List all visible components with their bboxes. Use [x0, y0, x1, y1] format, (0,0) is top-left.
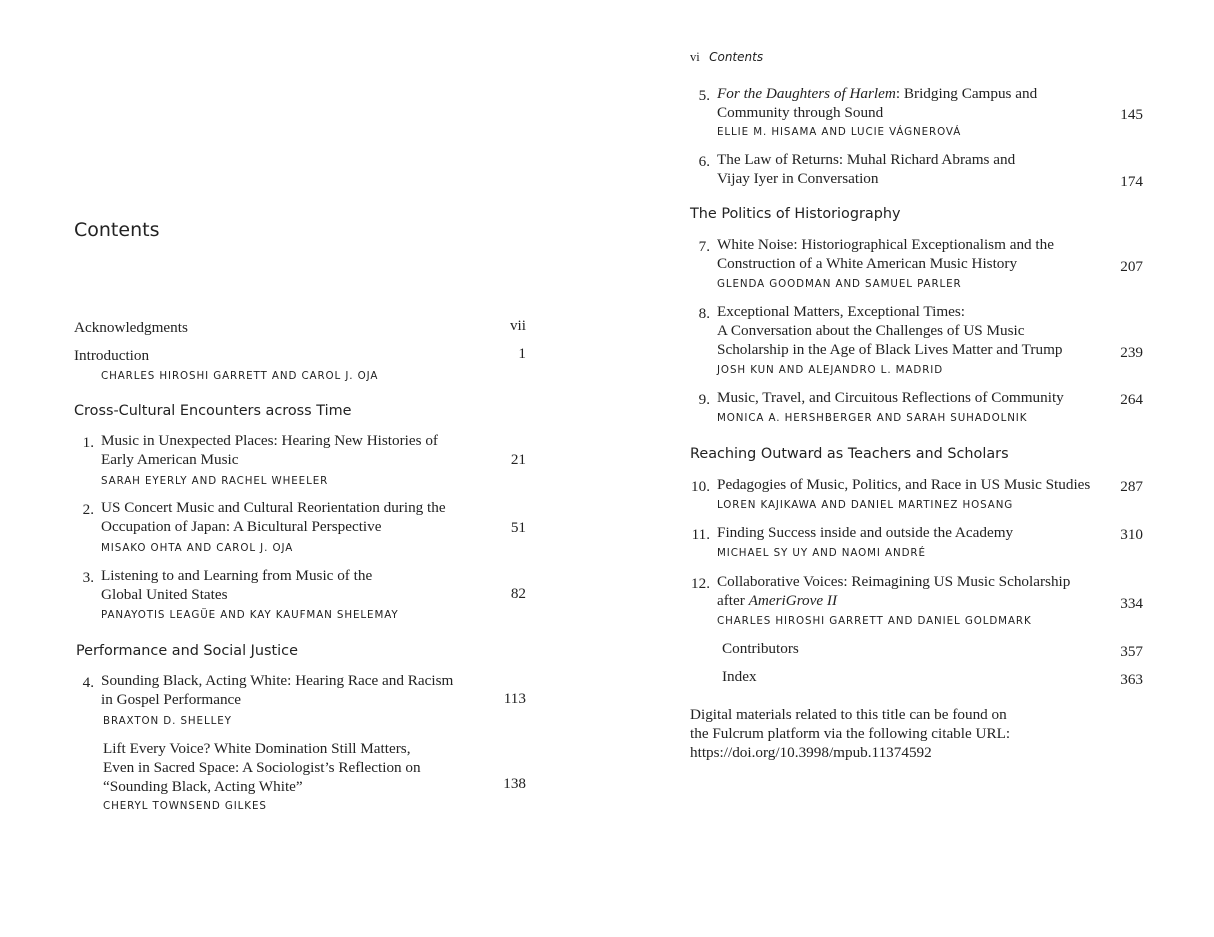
chapter-number: 10.: [691, 478, 710, 495]
chapter-title: Music in Unexpected Places: Hearing New Histories of Early American Music: [101, 432, 438, 468]
chapter-title: The Law of Returns: Muhal Richard Abrams and Vijay Iyer in Conversation: [717, 151, 1016, 187]
digital-materials-note: Digital materials related to this title can be found on the Fulcrum platform via the following citable URL: https://doi.org/10.3998/mpub.11374592: [690, 706, 1011, 761]
authors: CHERYL TOWNSEND GILKES: [103, 800, 267, 812]
section-heading: The Politics of Historiography: [690, 206, 901, 222]
page-number: 310: [1120, 526, 1143, 543]
chapter-title: Finding Success inside and outside the Academy: [717, 524, 1014, 541]
chapter-title: Sounding Black, Acting White: Hearing Race and Racism in Gospel Performance: [101, 672, 454, 708]
chapter-number: 6.: [698, 153, 710, 170]
section-heading: Performance and Social Justice: [76, 643, 298, 659]
authors: PANAYOTIS LEAGÜE AND KAY KAUFMAN SHELEMAY: [101, 609, 399, 621]
page-number: 51: [510, 519, 526, 536]
page-number: 287: [1120, 478, 1143, 495]
right-page: [607, 0, 1214, 937]
chapter-title: For the Daughters of Harlem: Bridging Campus and Community through Sound: [717, 85, 1038, 121]
response-title: Lift Every Voice? White Domination Still Matters, Even in Sacred Space: A Sociologist’s Reflection on “Sounding Black, Acting White”: [103, 740, 421, 795]
authors: CHARLES HIROSHI GARRETT AND DANIEL GOLDMARK: [717, 615, 1032, 627]
chapter-title: Music, Travel, and Circuitous Reflections of Community: [717, 389, 1064, 406]
page-number: 264: [1120, 391, 1143, 408]
authors: GLENDA GOODMAN AND SAMUEL PARLER: [717, 278, 962, 290]
chapter-title: US Concert Music and Cultural Reorientation during the Occupation of Japan: A Bicultural Perspective: [101, 499, 446, 535]
chapter-number: 11.: [691, 526, 710, 543]
chapter-number: 8.: [698, 305, 710, 322]
page-number: 113: [503, 690, 526, 707]
page-number: 138: [503, 775, 526, 792]
chapter-title: Collaborative Voices: Reimagining US Music Scholarship after AmeriGrove II: [717, 573, 1071, 609]
page-number: 239: [1120, 344, 1143, 361]
toc-entry-index: Index: [722, 668, 757, 685]
page-number: 174: [1120, 173, 1143, 190]
authors: BRAXTON D. SHELLEY: [103, 715, 232, 727]
folio: vi: [690, 50, 700, 64]
running-title: Contents: [709, 50, 764, 64]
chapter-title: Exceptional Matters, Exceptional Times: A Conversation about the Challenges of US Music Scholarship in the Age of Black Lives Matter and Trump: [717, 303, 1063, 358]
page-number: 145: [1120, 106, 1143, 123]
page-number: 82: [510, 585, 526, 602]
page-number: 1: [518, 345, 526, 362]
page-number: vii: [509, 317, 526, 334]
chapter-number: 2.: [82, 501, 94, 518]
chapter-number: 7.: [698, 238, 710, 255]
page-number: 363: [1120, 671, 1143, 688]
page-title: Contents: [74, 219, 160, 241]
page-number: 207: [1120, 258, 1143, 275]
running-header: [690, 50, 763, 65]
chapter-number: 1.: [82, 434, 94, 451]
section-heading: Cross-Cultural Encounters across Time: [74, 403, 352, 419]
authors: CHARLES HIROSHI GARRETT AND CAROL J. OJA: [101, 370, 379, 382]
chapter-number: 12.: [691, 575, 710, 592]
authors: SARAH EYERLY AND RACHEL WHEELER: [101, 475, 329, 487]
chapter-number: 3.: [82, 569, 94, 586]
page-number: 357: [1120, 643, 1143, 660]
section-heading: Reaching Outward as Teachers and Scholars: [690, 446, 1009, 462]
chapter-title: Listening to and Learning from Music of the Global United States: [101, 567, 373, 603]
authors: MONICA A. HERSHBERGER AND SARAH SUHADOLNIK: [717, 412, 1028, 424]
chapter-title: Pedagogies of Music, Politics, and Race in US Music Studies: [717, 476, 1091, 493]
page-number: 21: [510, 451, 526, 468]
authors: JOSH KUN AND ALEJANDRO L. MADRID: [717, 364, 944, 376]
toc-entry-contributors: Contributors: [722, 640, 799, 657]
chapter-number: 4.: [82, 674, 94, 691]
toc-entry-introduction: Introduction: [74, 347, 150, 364]
authors: LOREN KAJIKAWA AND DANIEL MARTINEZ HOSANG: [717, 499, 1014, 511]
chapter-number: 5.: [698, 87, 710, 104]
authors: MICHAEL SY UY AND NAOMI ANDRÉ: [717, 547, 926, 559]
chapter-number: 9.: [698, 391, 710, 408]
page-number: 334: [1120, 595, 1143, 612]
toc-entry-acknowledgments: Acknowledgments: [74, 319, 188, 336]
doi-url: https://doi.org/10.3998/mpub.11374592: [690, 744, 932, 761]
chapter-title: White Noise: Historiographical Exceptionalism and the Construction of a White American Music History: [717, 236, 1054, 272]
authors: MISAKO OHTA AND CAROL J. OJA: [101, 542, 294, 554]
authors: ELLIE M. HISAMA AND LUCIE VÁGNEROVÁ: [717, 126, 962, 138]
